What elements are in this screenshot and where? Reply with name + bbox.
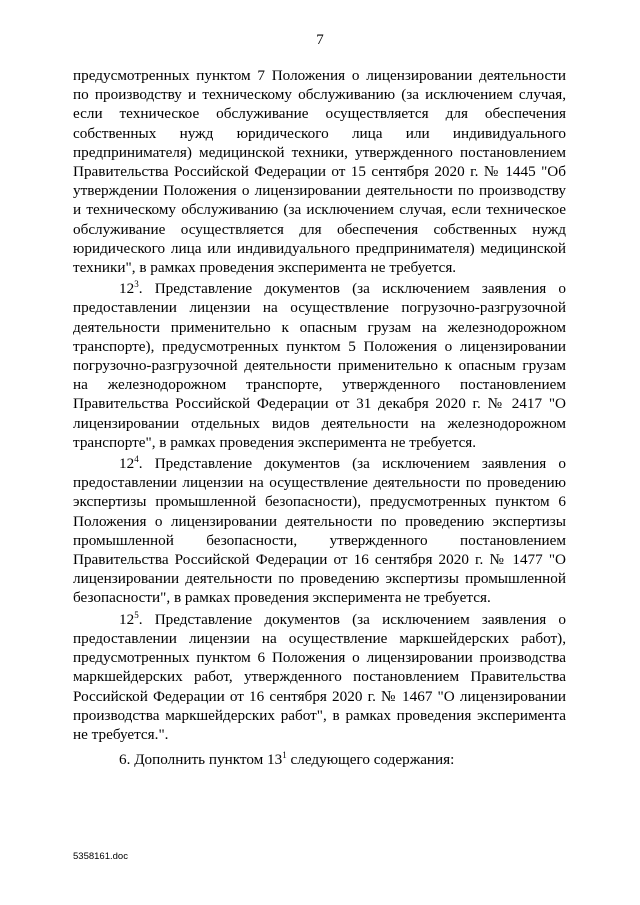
paragraph-number: 12 [119,455,135,473]
paragraph-12-5 [73,610,566,744]
paragraph-12-3 [73,279,566,452]
paragraph-continuation [73,66,566,277]
page-number: 7 [316,32,324,48]
paragraph-text: предусмотренных пунктом 7 Положения о лицензировании деятельности по производству и техническому обслуживанию (за исключением случая, если техническое обслуживание осуществляется для обеспечения собственных нужд юридического лица или индивидуального предпринимателя) медицинской техники, утвержденного постановлением Правительства Российской Федерации от 15 сентября 2020 г. № 1445 "Об утверждении Положения о лицензировании деятельности по производству и техническому обслуживанию (за исключением случая, если техническое обслуживание осуществляется для обеспечения собственных нужд юридического лица или индивидуального предпринимателя) медицинской техники", в рамках проведения эксперимента не требуется. [73,67,566,277]
paragraph-number: 12 [119,610,135,628]
final-line-superscript: 1 [282,750,287,761]
body-text [73,66,566,769]
paragraph-superscript: 5 [134,609,139,620]
paragraph-text: . Представление документов (за исключением заявления о предоставлении лицензии на осуществление погрузочно-разгрузочной деятельности применительно к опасным грузам на железнодорожном транспорте), предусмотренных пунктом 5 Положения о лицензировании погрузочно-разгрузочной деятельности применительно к опасным грузам на железнодорожном транспорте, утвержденного постановлением Правительства Российской Федерации от 31 декабря 2020 г. № 2417 "О лицензировании отдельных видов деятельности на железнодорожном транспорте", в рамках проведения эксперимента не требуется. [73,280,566,451]
final-line-text-end: следующего содержания: [286,751,455,769]
final-line-text: 6. Дополнить пунктом 13 [119,751,283,769]
paragraph-superscript: 3 [134,279,139,290]
paragraph-text: . Представление документов (за исключением заявления о предоставлении лицензии на осуществление деятельности по проведению экспертизы промышленной безопасности), предусмотренных пунктом 6 Положения о лицензировании деятельности по проведению экспертизы промышленной безопасности, утвержденного постановлением Правительства Российской Федерации от 16 сентября 2020 г. № 1477 "О лицензировании деятельности по проведению экспертизы промышленной безопасности", в рамках проведения эксперимента не требуется. [73,455,566,607]
paragraph-superscript: 4 [134,454,139,465]
paragraph-item-6 [73,750,566,769]
paragraph-number: 12 [119,280,135,298]
paragraph-12-4 [73,454,566,608]
document-file-id: 5358161.doc [73,851,128,862]
paragraph-text: . Представление документов (за исключением заявления о предоставлении лицензии на осуществление маркшейдерских работ), предусмотренных пунктом 6 Положения о лицензировании производства маркшейдерских работ, утвержденного постановлением Правительства Российской Федерации от 16 сентября 2020 г. № 1467 "О лицензировании производства маркшейдерских работ", в рамках проведения эксперимента не требуется.". [73,610,566,743]
